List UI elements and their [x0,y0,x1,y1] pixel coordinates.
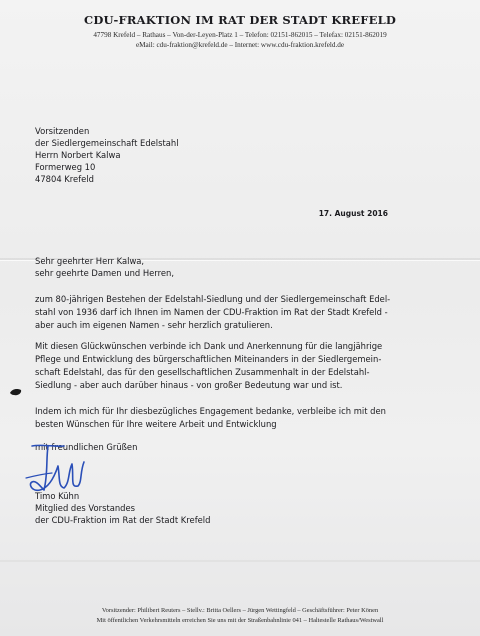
body-line: Indem ich mich für Ihr diesbezügliches Engagement bedanke, verbleibe ich mit den [35,406,386,416]
closing-text: mit freundlichen Grüßen [35,442,138,452]
body-line: besten Wünschen für Ihre weitere Arbeit und Entwicklung [35,419,277,429]
body-line: aber auch im eigenen Namen - sehr herzlich gratulieren. [35,320,273,330]
letterhead-address: 47798 Krefeld – Rathaus – Von-der-Leyen-Platz 1 – Telefon: 02151-862015 – Telefax: 02151-862019 [93,31,387,39]
body-line: zum 80-jährigen Bestehen der Edelstahl-Siedlung und der Siedlergemeinschaft Edel- [35,294,391,304]
salutation-line: sehr geehrte Damen und Herren, [35,268,174,278]
signatory-organization: der CDU-Fraktion im Rat der Stadt Krefeld [35,515,211,525]
handwritten-signature-icon [18,438,96,496]
recipient-line: Formerweg 10 [35,162,96,172]
signatory-role: Mitglied des Vorstandes [35,503,135,513]
salutation-line: Sehr geehrter Herr Kalwa, [35,256,145,266]
body-line: Mit diesen Glückwünschen verbinde ich Dank und Anerkennung für die langjährige [35,341,383,351]
footer-line: Mit öffentlichen Verkehrsmitteln erreichen Sie uns mit der Straßenbahnlinie 041 – Haltestelle Rathaus/Westwall [96,617,384,624]
paper-fold-lower [0,560,480,562]
letter-date: 17. August 2016 [318,209,388,218]
recipient-line: Vorsitzenden [35,126,90,136]
letterhead-title: CDU-FRAKTION IM RAT DER STADT KREFELD [83,13,397,27]
recipient-line: der Siedlergemeinschaft Edelstahl [35,138,179,148]
punch-hole-mark [9,387,23,397]
body-line: stahl von 1936 darf ich Ihnen im Namen der CDU-Fraktion im Rat der Stadt Krefeld - [35,307,388,317]
recipient-line: 47804 Krefeld [35,174,94,184]
body-line: schaft Edelstahl, das für den gesellschaftlichen Zusammenhalt in der Edelstahl- [35,367,370,377]
footer-line: Vorsitzender: Philibert Reuters – Stellv.: Britta Oellers – Jürgen Wettingfeld – Geschäftsführer: Peter Könen [101,607,379,614]
recipient-line: Herrn Norbert Kalwa [35,150,121,160]
body-line: Pflege und Entwicklung des bürgerschaftlichen Miteinanders in der Siedlergemein- [35,354,382,364]
letterhead-contact: eMail: cdu-fraktion@krefeld.de – Internet: www.cdu-fraktion.krefeld.de [135,41,345,49]
body-line: Siedlung - aber auch darüber hinaus - von großer Bedeutung war und ist. [35,380,343,390]
signatory-name: Timo Kühn [35,491,80,501]
